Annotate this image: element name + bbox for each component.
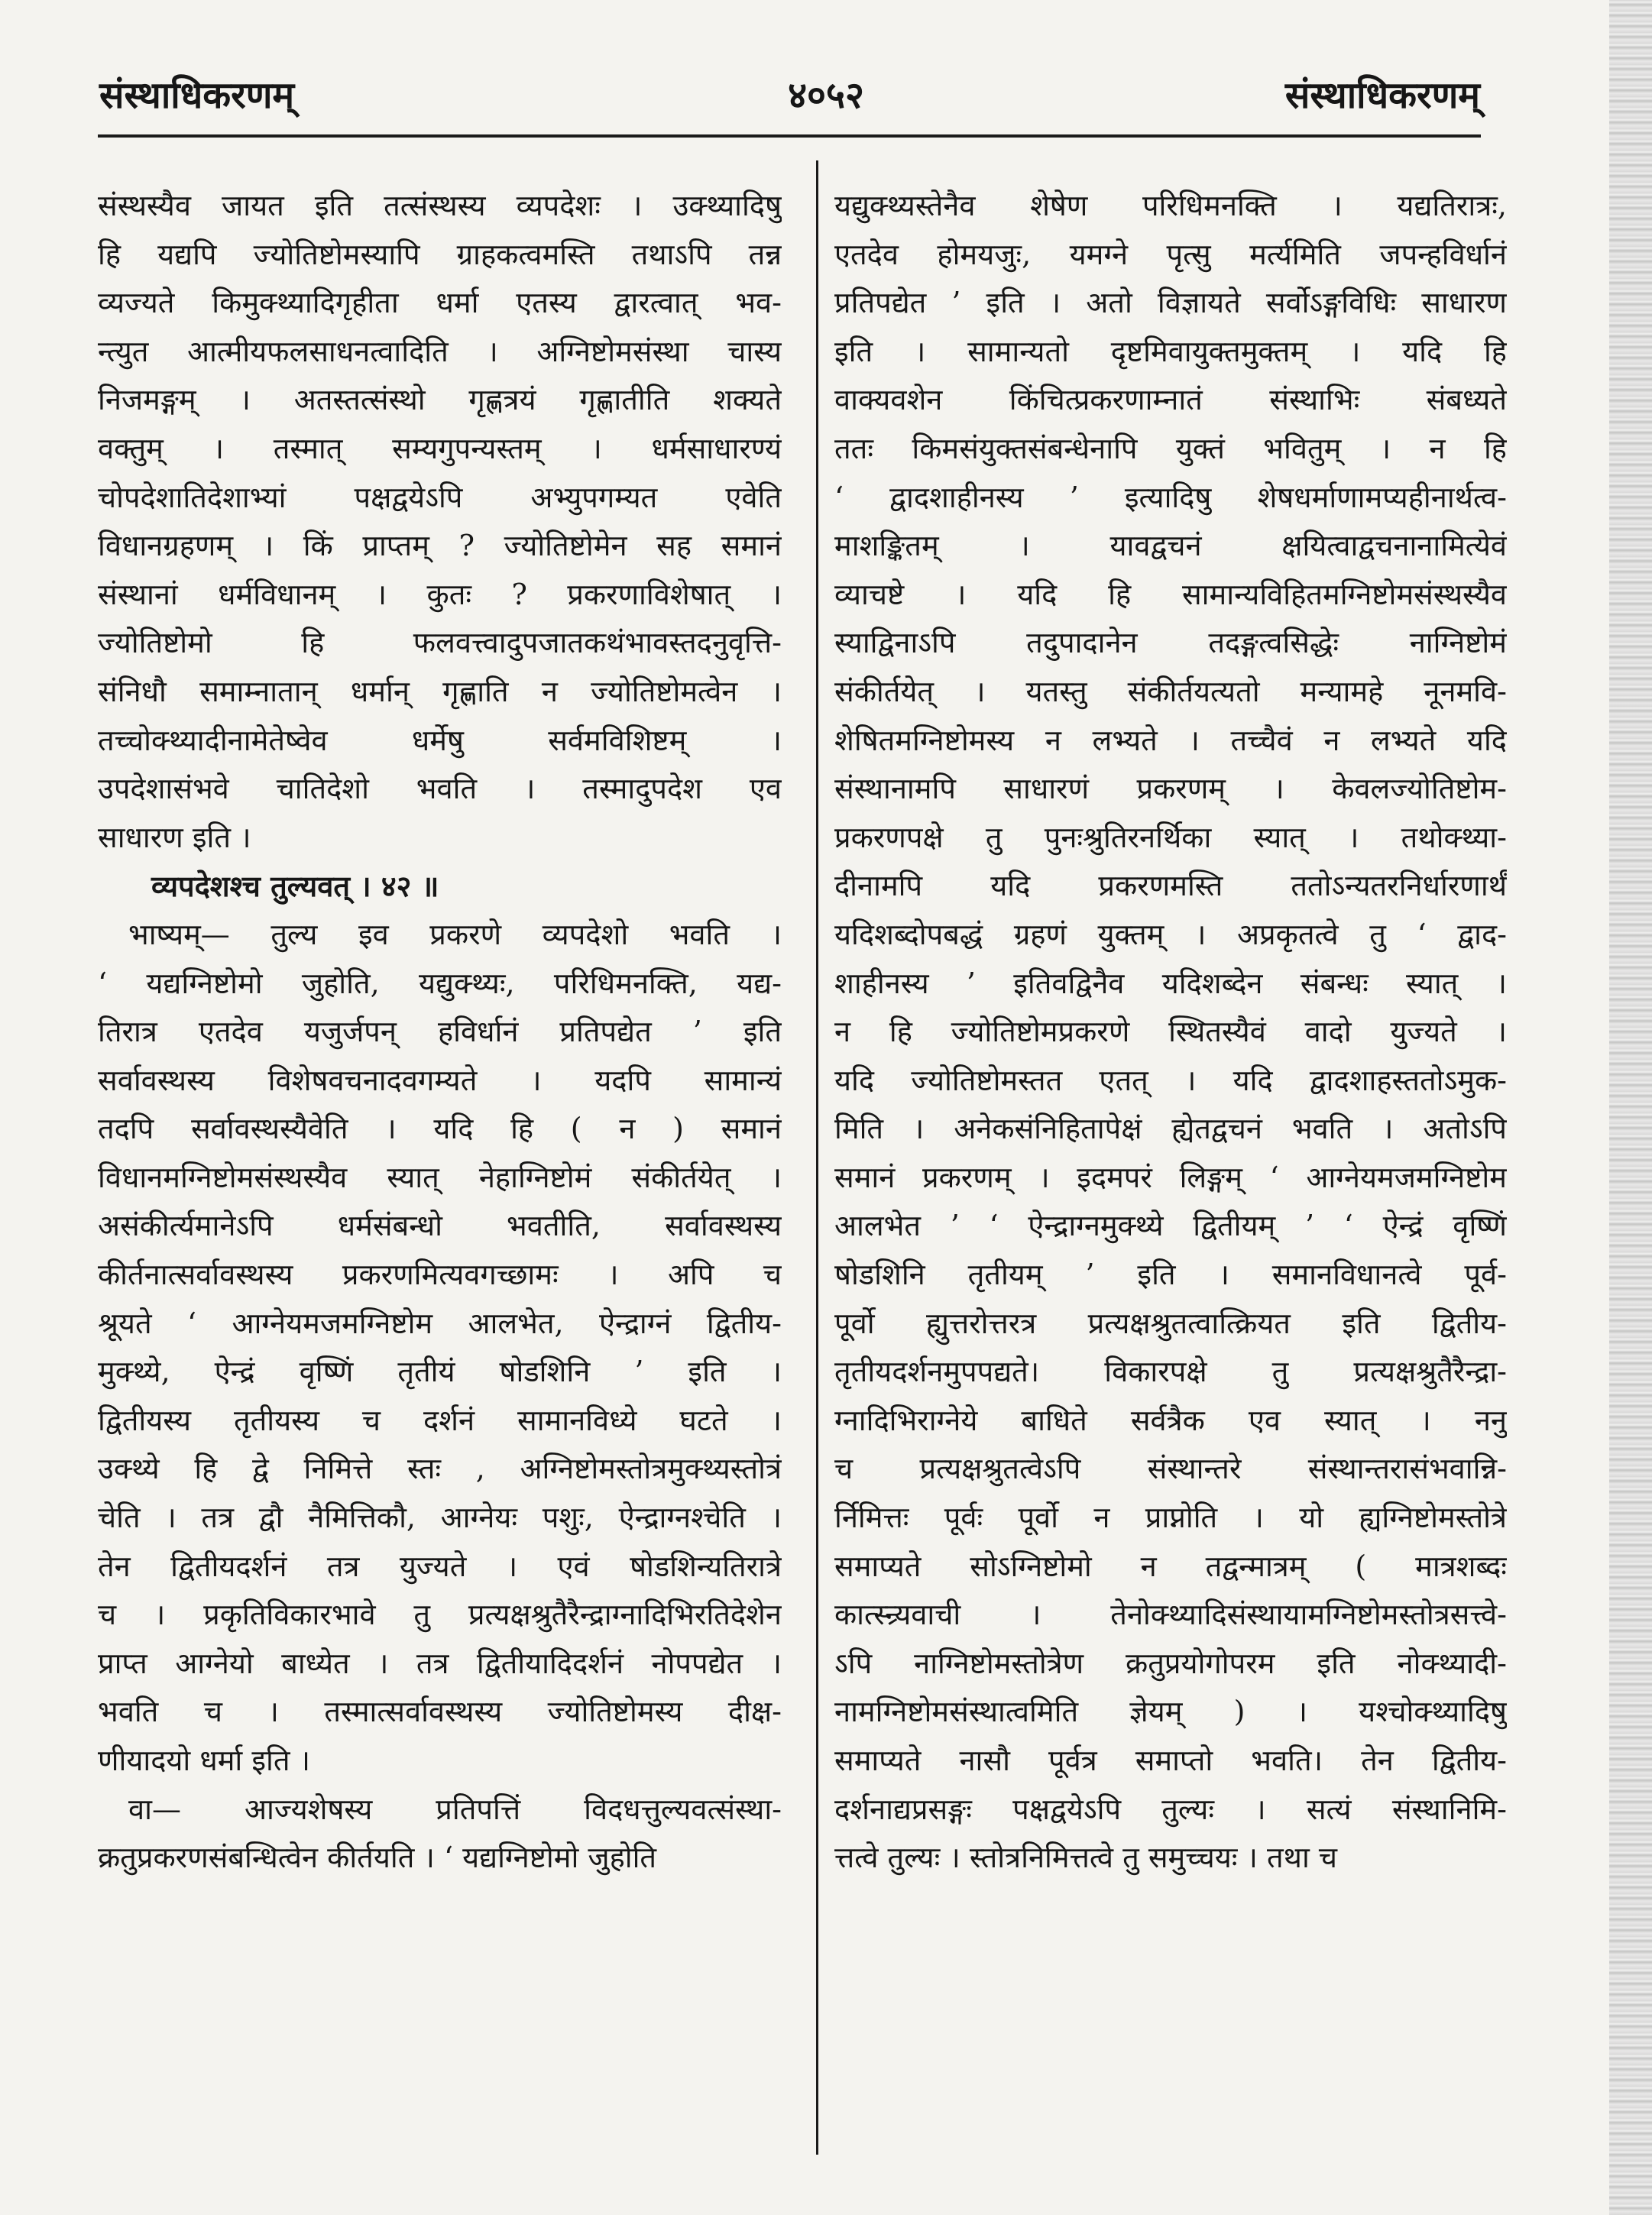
text-line: समाप्यते सोऽग्निष्टोमो न तद्वन्मात्रम् ( मात्रशब्दः <box>834 1549 1507 1583</box>
text-line: संनिधौ समाम्नातान् धर्मान् गृह्णाति न ज्योतिष्टोमत्वेन । <box>98 674 782 708</box>
text-line: समाप्यते नासौ पूर्वत्र समाप्तो भवति। तेन द्वितीय- <box>834 1744 1507 1777</box>
text-line: प्रतिपद्येत ’ इति । अतो विज्ञायते सर्वोऽङ्गविधिः साधारण <box>834 286 1507 320</box>
text-line: चोपदेशातिदेशाभ्यां पक्षद्वयेऽपि अभ्युपगम्यत एवेति <box>98 480 782 514</box>
text-line: संस्थस्यैव जायत इति तत्संस्थस्य व्यपदेशः । उक्थ्यादिषु <box>98 189 782 222</box>
text-line: हि यद्यपि ज्योतिष्टोमस्यापि ग्राहकत्वमस्ति तथाऽपि तन्न <box>98 237 782 271</box>
text-line: वक्तुम् । तस्मात् सम्यगुपन्यस्तम् । धर्मसाधारण्यं <box>98 431 782 465</box>
text-line: शेषितमग्निष्टोमस्य न लभ्यते । तच्चैवं न लभ्यते यदि <box>834 723 1507 757</box>
text-line: यदिशब्दोपबद्धं ग्रहणं युक्तम् । अप्रकृतत्वे तु ‘ द्वाद- <box>834 917 1507 951</box>
text-line: संस्थानां धर्मविधानम् । कुतः ? प्रकरणाविशेषात् । <box>98 577 782 611</box>
text-line: शाहीनस्य ’ इतिवद्विनैव यदिशब्देन संबन्धः स्यात् । <box>834 966 1507 1000</box>
text-line: तिरात्र एतदेव यजुर्जपन् हविर्धानं प्रतिपद्येत ’ इति <box>98 1015 782 1049</box>
text-line: ‘ यद्यग्निष्टोमो जुहोति, यद्युक्थ्यः, परिधिमनक्ति, यद्य- <box>98 966 782 1000</box>
running-header-right: संस्थाधिकरणम् <box>1284 74 1480 117</box>
text-line: क्रतुप्रकरणसंबन्धित्वेन कीर्तयति । ‘ यद्यग्निष्टोमो जुहोति <box>98 1841 657 1875</box>
text-line: साधारण इति । <box>98 820 251 854</box>
text-line: ज्योतिष्टोमो हि फलवत्त्वादुपजातकथंभावस्तदनुवृत्ति- <box>98 626 782 660</box>
text-line: असंकीर्त्यमानेऽपि धर्मसंबन्धो भवतीति, सर्वावस्थस्य <box>98 1209 782 1243</box>
text-line: तच्चोक्थ्यादीनामेतेष्वेव धर्मेषु सर्वमविशिष्टम् । <box>98 723 782 757</box>
text-line: यद्युक्थ्यस्तेनैव शेषेण परिधिमनक्ति । यद्यतिरात्रः, <box>834 189 1507 222</box>
text-line: श्रूयते ‘ आग्नेयमजमग्निष्टोम आलभेत, ऐन्द्राग्नं द्वितीय- <box>98 1306 782 1340</box>
text-line: आलभेत ’ ‘ ऐन्द्राग्नमुक्थ्ये द्वितीयम् ’ ‘ ऐन्द्रं वृष्णिं <box>834 1209 1507 1243</box>
text-line: ततः किमसंयुक्तसंबन्धेनापि युक्तं भवितुम् । न हि <box>834 431 1507 465</box>
column-divider <box>816 160 818 2155</box>
text-line: न हि ज्योतिष्टोमप्रकरणे स्थितस्यैवं वादो युज्यते । <box>834 1015 1507 1049</box>
text-line: दीनामपि यदि प्रकरणमस्ति ततोऽन्यतरनिर्धारणार्थं <box>834 869 1507 903</box>
running-header-left: संस्थाधिकरणम् <box>99 74 295 117</box>
right-column <box>834 182 1507 1883</box>
text-line: व्यज्यते किमुक्थ्यादिगृहीता धर्मा एतस्य द्वारत्वात् भव- <box>98 286 782 320</box>
text-line: मिति । अनेकसंनिहितापेक्षं ह्येतद्वचनं भवति । अतोऽपि <box>834 1112 1507 1146</box>
text-line: पूर्वो ह्युत्तरोत्तरत्र प्रत्यक्षश्रुतत्वात्क्रियत इति द्वितीय- <box>834 1306 1507 1340</box>
text-line: तेन द्वितीयदर्शनं तत्र युज्यते । एवं षोडशिन्यतिरात्रे <box>98 1549 782 1583</box>
text-line: र्निमित्तः पूर्वः पूर्वो न प्राप्नोति । यो ह्यग्निष्टोमस्तोत्रे <box>834 1501 1507 1535</box>
text-line: व्यपदेशश्च तुल्यवत् । ४२ ॥ <box>151 869 439 904</box>
text-line: च । प्रकृतिविकारभावे तु प्रत्यक्षश्रुतैरैन्द्राग्नादिभिरतिदेशेन <box>98 1598 782 1632</box>
text-line: उपदेशासंभवे चातिदेशो भवति । तस्मादुपदेश एव <box>98 772 782 806</box>
text-line: तृतीयदर्शनमुपपद्यते। विकारपक्षे तु प्रत्यक्षश्रुतैरैन्द्रा- <box>834 1355 1507 1389</box>
header-rule <box>98 134 1481 138</box>
text-line: ‘ द्वादशाहीनस्य ’ इत्यादिषु शेषधर्माणामप्यहीनार्थत्व- <box>834 480 1507 514</box>
text-line: इति । सामान्यतो दृष्टमिवायुक्तमुक्तम् । यदि हि <box>834 334 1507 368</box>
text-line: यदि ज्योतिष्टोमस्तत एतत् । यदि द्वादशाहस्ततोऽमुक- <box>834 1063 1507 1097</box>
text-line: णीयादयो धर्मा इति । <box>98 1744 310 1777</box>
text-line: प्राप्त आग्नेयो बाध्येत । तत्र द्वितीयादिदर्शनं नोपपद्येत । <box>98 1646 782 1680</box>
text-line: विधानमग्निष्टोमसंस्थस्यैव स्यात् नेहाग्निष्टोमं संकीर्तयेत् । <box>98 1160 782 1194</box>
text-line: संस्थानामपि साधारणं प्रकरणम् । केवलज्योतिष्टोम- <box>834 772 1507 806</box>
page-number: ४०५२ <box>788 74 864 117</box>
text-line: च प्रत्यक्षश्रुतत्वेऽपि संस्थान्तरे संस्थान्तरासंभवान्नि- <box>834 1452 1507 1486</box>
text-line: त्तत्वे तुल्यः । स्तोत्रनिमित्तत्वे तु समुच्चयः । तथा च <box>834 1841 1338 1875</box>
text-line: विधानग्रहणम् । किं प्राप्तम् ? ज्योतिष्टोमेन सह समानं <box>98 529 782 563</box>
text-line: निजमङ्गम् । अतस्तत्संस्थो गृह्णत्रयं गृह्णातीति शक्यते <box>98 383 782 417</box>
text-line: मुक्थ्ये, ऐन्द्रं वृष्णिं तृतीयं षोडशिनि ’ इति । <box>98 1355 782 1389</box>
text-line: कात्स्न्र्यवाची । तेनोक्थ्यादिसंस्थायामग्निष्टोमस्तोत्रसत्त्वे- <box>834 1598 1507 1632</box>
text-line: न्त्युत आत्मीयफलसाधनत्वादिति । अग्निष्टोमसंस्था चास्य <box>98 334 782 368</box>
text-line: कीर्तनात्सर्वावस्थस्य प्रकरणमित्यवगच्छामः । अपि च <box>98 1258 782 1292</box>
text-line: सर्वावस्थस्य विशेषवचनादवगम्यते । यदपि सामान्यं <box>98 1063 782 1097</box>
text-line: समानं प्रकरणम् । इदमपरं लिङ्गम् ‘ आग्नेयमजमग्निष्टोम <box>834 1160 1507 1194</box>
text-line: द्वितीयस्य तृतीयस्य च दर्शनं सामानविध्ये घटते । <box>98 1403 782 1437</box>
text-line: स्याद्विनाऽपि तदुपादानेन तदङ्गत्वसिद्धेः नाग्निष्टोमं <box>834 626 1507 660</box>
text-line: प्रकरणपक्षे तु पुनःश्रुतिरनर्थिका स्यात् । तथोक्थ्या- <box>834 820 1507 854</box>
text-line: भाष्यम्— तुल्य इव प्रकरणे व्यपदेशो भवति । <box>128 917 782 951</box>
text-line: वाक्यवशेन किंचित्प्रकरणाम्नातं संस्थाभिः संबध्यते <box>834 383 1507 417</box>
text-line: उक्थ्ये हि द्वे निमित्ते स्तः , अग्निष्टोमस्तोत्रमुक्थ्यस्तोत्रं <box>98 1452 782 1486</box>
text-line: दर्शनाद्यप्रसङ्गः पक्षद्वयेऽपि तुल्यः । सत्यं संस्थानिमि- <box>834 1792 1507 1826</box>
text-line: माशङ्कितम् । यावद्वचनं क्षयित्वाद्वचनानामित्येवं <box>834 529 1507 563</box>
text-line: एतदेव होमयजुः, यमग्ने पृत्सु मर्त्यमिति जपन्हविर्धानं <box>834 237 1507 271</box>
text-line: ग्नादिभिराग्नेये बाधिते सर्वत्रैक एव स्यात् । ननु <box>834 1403 1507 1437</box>
text-line: नामग्निष्टोमसंस्थात्वमिति ज्ञेयम् ) । यश्चोक्थ्यादिषु <box>834 1695 1507 1729</box>
text-line: संकीर्तयेत् । यतस्तु संकीर्तयत्यतो मन्यामहे नूनमवि- <box>834 674 1507 708</box>
scan-edge-shadow <box>1609 0 1652 2215</box>
text-line: वा— आज्यशेषस्य प्रतिपत्तिं विदधत्तुल्यवत्संस्था- <box>128 1792 782 1826</box>
text-line: तदपि सर्वावस्थस्यैवेति । यदि हि ( न ) समानं <box>98 1112 782 1146</box>
left-column <box>98 182 782 1883</box>
text-line: षोडशिनि तृतीयम् ’ इति । समानविधानत्वे पूर्व- <box>834 1258 1507 1292</box>
text-line: चेति । तत्र द्वौ नैमित्तिकौ, आग्नेयः पशुः, ऐन्द्राग्नश्चेति । <box>98 1501 782 1535</box>
text-line: भवति च । तस्मात्सर्वावस्थस्य ज्योतिष्टोमस्य दीक्ष- <box>98 1695 782 1729</box>
text-line: व्याचष्टे । यदि हि सामान्यविहितमग्निष्टोमसंस्थस्यैव <box>834 577 1507 611</box>
text-line: ऽपि नाग्निष्टोमस्तोत्रेण क्रतुप्रयोगोपरम इति नोक्थ्यादी- <box>834 1646 1507 1680</box>
